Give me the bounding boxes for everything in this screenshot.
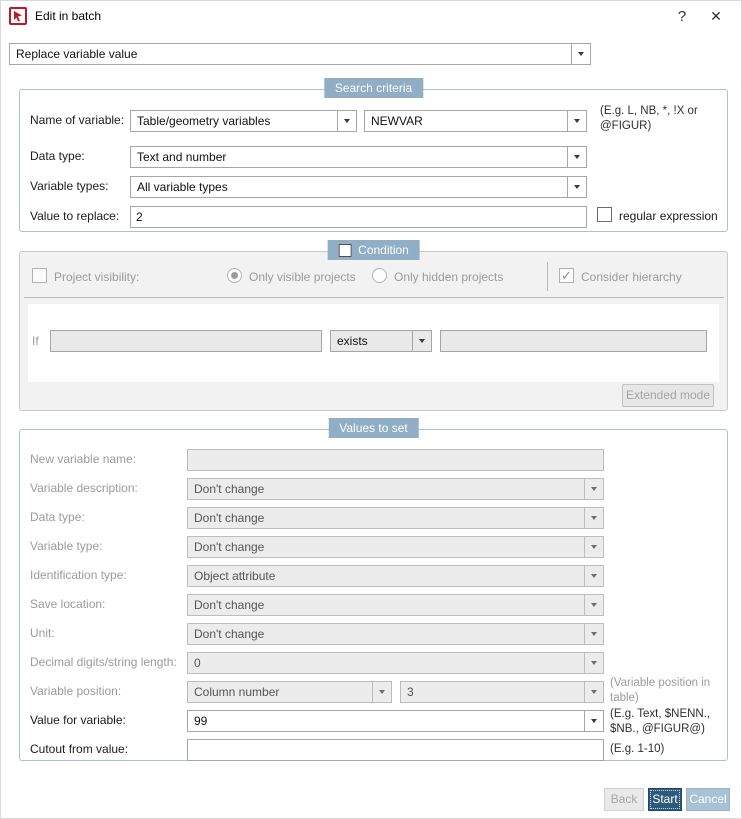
variable-types-select[interactable] (130, 176, 587, 198)
new-variable-name-label: New variable name: (30, 452, 137, 466)
app-icon (9, 7, 27, 25)
only-visible-projects-label: Only visible projects (249, 270, 356, 284)
variable-type-select (187, 536, 604, 558)
variable-types-label: Variable types: (30, 179, 109, 193)
search-criteria-title (324, 78, 423, 98)
cancel-button[interactable]: Cancel (686, 788, 730, 811)
set-data-type-value: Don't change (194, 511, 265, 525)
regular-expression-label: regular expression (619, 209, 718, 223)
if-label: If (32, 334, 39, 348)
start-button[interactable]: Start (648, 788, 682, 811)
variable-position-label: Variable position: (30, 684, 122, 698)
chevron-down-icon (584, 566, 603, 586)
if-operator-value: exists (337, 334, 368, 348)
extended-mode-button: Extended mode (622, 384, 714, 407)
chevron-down-icon[interactable] (337, 111, 356, 131)
values-to-set-title-label: Values to set (339, 421, 408, 435)
identification-type-value: Object attribute (194, 569, 276, 583)
data-type-select[interactable] (130, 146, 587, 168)
chevron-down-icon (372, 682, 391, 702)
titlebar (1, 1, 741, 31)
unit-select (187, 623, 604, 645)
batch-action-value: Replace variable value (16, 47, 138, 61)
only-visible-projects-radio (227, 268, 242, 283)
value-for-variable-combo[interactable] (187, 710, 604, 732)
variable-category-select[interactable] (130, 110, 357, 132)
variable-type-label: Variable type: (30, 539, 103, 553)
if-operator-select (330, 330, 432, 352)
variable-types-value: All variable types (137, 180, 228, 194)
variable-description-select (187, 478, 604, 500)
values-to-set-group (19, 421, 728, 761)
consider-hierarchy-checkbox (559, 268, 574, 283)
condition-enable-checkbox[interactable] (338, 244, 351, 257)
only-hidden-projects-radio (372, 268, 387, 283)
condition-divider (547, 262, 548, 291)
value-for-variable-hint: (E.g. Text, $NENN., $NB., @FIGUR@) (610, 708, 711, 735)
unit-label: Unit: (30, 626, 55, 640)
variable-position-select (187, 681, 392, 703)
chevron-down-icon (412, 331, 431, 351)
condition-separator (24, 297, 724, 298)
chevron-down-icon (584, 479, 603, 499)
identification-type-select (187, 565, 604, 587)
condition-group (19, 243, 728, 411)
search-criteria-title-label: Search criteria (334, 81, 413, 95)
chevron-down-icon (584, 682, 603, 702)
variable-name-value: NEWVAR (371, 114, 423, 128)
chevron-down-icon[interactable] (567, 147, 586, 167)
chevron-down-icon (584, 624, 603, 644)
cutout-from-value-label: Cutout from value: (30, 742, 129, 756)
help-button[interactable]: ? (677, 7, 687, 25)
data-type-label: Data type: (30, 149, 85, 163)
regular-expression-checkbox[interactable] (597, 207, 612, 222)
variable-position-number-value: 3 (407, 685, 414, 699)
save-location-select (187, 594, 604, 616)
chevron-down-icon[interactable] (567, 111, 586, 131)
value-to-replace-label: Value to replace: (30, 209, 120, 223)
variable-type-value: Don't change (194, 540, 265, 554)
variable-description-value: Don't change (194, 482, 265, 496)
value-for-variable-value: 99 (194, 714, 208, 728)
chevron-down-icon (584, 595, 603, 615)
cutout-from-value-hint: (E.g. 1-10) (610, 743, 665, 755)
chevron-down-icon (584, 653, 603, 673)
chevron-down-icon[interactable] (571, 44, 590, 64)
name-of-variable-label: Name of variable: (30, 113, 125, 127)
unit-value: Don't change (194, 627, 265, 641)
condition-title (327, 240, 420, 260)
back-button: Back (604, 788, 644, 811)
decimal-digits-label: Decimal digits/string length: (30, 655, 177, 669)
variable-position-value: Column number (194, 685, 280, 699)
decimal-digits-value: 0 (194, 656, 201, 670)
set-data-type-select (187, 507, 604, 529)
value-for-variable-label: Value for variable: (30, 713, 126, 727)
window-title: Edit in batch (35, 9, 102, 23)
cutout-from-value-input[interactable] (187, 739, 604, 761)
variable-position-number-select (400, 681, 604, 703)
batch-action-select[interactable] (9, 43, 591, 65)
value-to-replace-input[interactable] (130, 206, 587, 228)
if-left-input (50, 330, 322, 352)
variable-name-combo[interactable] (364, 110, 587, 132)
values-to-set-title (328, 418, 418, 438)
chevron-down-icon[interactable] (567, 177, 586, 197)
chevron-down-icon[interactable] (584, 711, 603, 731)
set-data-type-label: Data type: (30, 510, 85, 524)
decimal-digits-select (187, 652, 604, 674)
variable-position-hint: (Variable position in table) (610, 677, 711, 704)
close-icon[interactable]: ✕ (710, 7, 722, 24)
save-location-value: Don't change (194, 598, 265, 612)
variable-description-label: Variable description: (30, 481, 138, 495)
variable-name-hint: (E.g. L, NB, *, !X or @FIGUR) (600, 105, 698, 132)
data-type-value: Text and number (137, 150, 227, 164)
chevron-down-icon (584, 537, 603, 557)
consider-hierarchy-label: Consider hierarchy (581, 270, 682, 284)
new-variable-name-input (187, 449, 604, 471)
if-right-input (440, 330, 707, 352)
only-hidden-projects-label: Only hidden projects (394, 270, 504, 284)
variable-category-value: Table/geometry variables (137, 114, 271, 128)
chevron-down-icon (584, 508, 603, 528)
condition-if-panel (28, 304, 719, 382)
condition-title-label: Condition (358, 243, 409, 257)
search-criteria-group (19, 81, 728, 232)
project-visibility-checkbox (32, 268, 47, 283)
project-visibility-label: Project visibility: (54, 270, 140, 284)
identification-type-label: Identification type: (30, 568, 127, 582)
save-location-label: Save location: (30, 597, 106, 611)
